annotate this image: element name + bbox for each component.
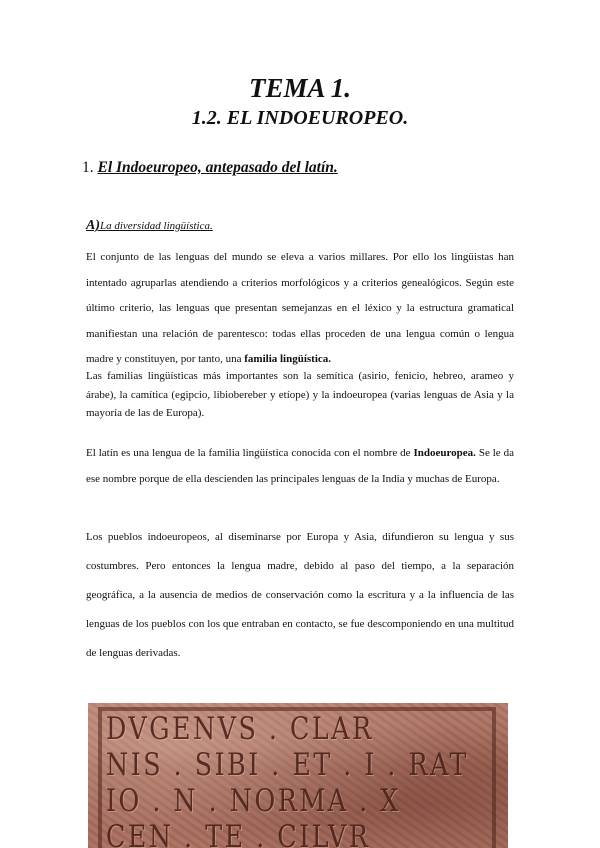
paragraph-1-text: El conjunto de las lenguas del mundo se eleva a varios millares. Por ello los lingüistas han intentado agruparlas atendiendo a criterios morfológicos y a criterios genealógicos. Según este último criterio, las lenguas que presentan semejanzas en el léxico y la estructura gramatical manifiestan una relación de parentesco: todas ellas proceden de una lengua común o lengua madre y constituyen, por tanto, una — [86, 251, 514, 365]
paragraph-3-rest: Se le da ese nombre porque de ella descienden las principales lenguas de la India y muchas de Europa. — [86, 447, 515, 485]
subsection-heading — [86, 218, 213, 234]
section-number: 1. — [82, 159, 94, 176]
subsection-letter: A) — [86, 218, 100, 233]
inscription-line: CEN . TE . CILVR — [106, 819, 371, 848]
inscription-line: IO . N . NORMA . X — [106, 783, 401, 819]
inscription-line: NIS . SIBI . ET . I . RAT — [106, 747, 469, 783]
page-subtitle: 1.2. EL INDOEUROPEO. — [191, 107, 409, 129]
inscription-line: DVGENVS . CLAR — [106, 711, 374, 747]
paragraph-4: Los pueblos indoeuropeos, al diseminarse por Europa y Asia, difundieron su lengua y sus costumbres. Pero entonces la lengua madre, debido al paso del tiempo, a la separación geográfica, a la ausencia de medios de conservación como la escritura y a la influencia de las lenguas de los pueblos con los que entraban en contacto, se fue descomponiendo en una multitud de lenguas derivadas. — [86, 531, 514, 659]
subsection-title: La diversidad lingüística. — [100, 220, 213, 232]
paragraph-3 — [86, 440, 514, 492]
section-heading — [82, 158, 338, 178]
latin-inscription-image — [88, 703, 508, 848]
section-title: El Indoeuropeo, antepasado del latín. — [97, 159, 338, 176]
paragraph-1 — [86, 245, 514, 373]
paragraph-2: Las familias lingüísticas más importantes son la semítica (asirio, fenicio, hebreo, arameo y árabe), la camítica (egipcio, libiobereber y etíope) y la indoeuropea (varias lenguas de Asia y la mayoría de las de Europa). — [86, 370, 514, 419]
page-title: TEMA 1. — [248, 73, 352, 103]
paragraph-3-text: El latín es una lengua de la familia lingüística conocida con el nombre de — [86, 447, 414, 459]
paragraph-3-bold: Indoeuropea. — [413, 447, 476, 459]
paragraph-1-bold: familia lingüística. — [244, 353, 332, 365]
